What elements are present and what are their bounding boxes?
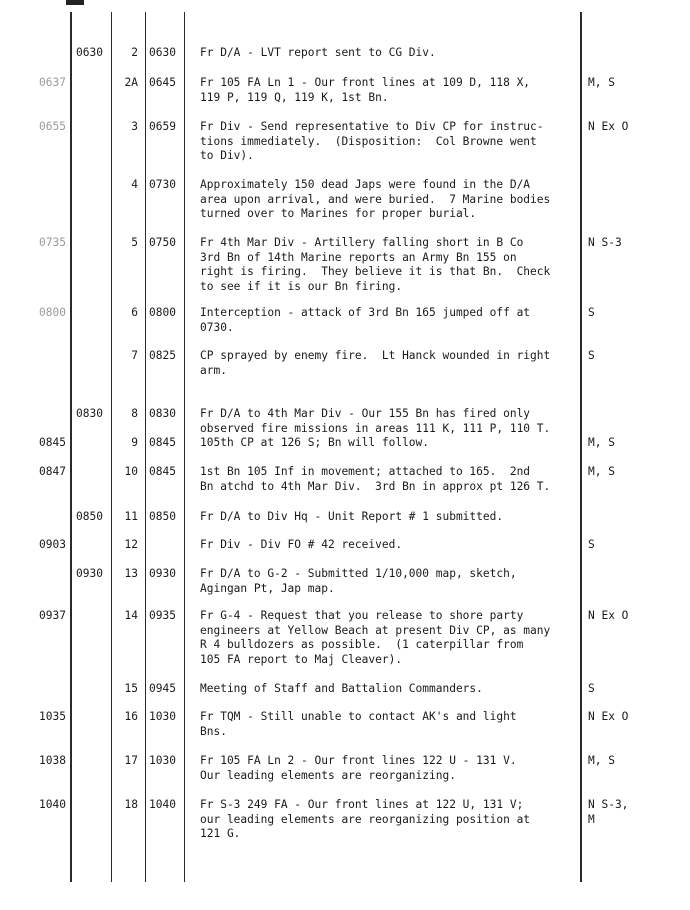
time-filed: 1035 (39, 710, 66, 723)
message-text (200, 306, 578, 335)
message-line: arm. (200, 363, 227, 377)
time-sent: 0630 (76, 46, 103, 59)
column-divider (70, 12, 72, 882)
message-line: Fr Div - Send representative to Div CP for instruc- (200, 120, 544, 133)
action-taken (588, 120, 684, 135)
message-text (200, 710, 578, 739)
action-taken (588, 682, 684, 697)
action-line: S (588, 538, 595, 551)
message-text (200, 407, 578, 436)
message-line: 105th CP at 126 S; Bn will follow. (200, 436, 430, 449)
message-line: Fr D/A to G-2 - Submitted 1/10,000 map, sketch, (200, 567, 517, 580)
message-line: 0730. (200, 320, 234, 334)
column-divider (111, 12, 112, 882)
message-line: Fr 4th Mar Div - Artillery falling short in B Co (200, 236, 524, 249)
time-filed: 0847 (39, 465, 66, 478)
message-line: Fr S-3 249 FA - Our front lines at 122 U, 131 V; (200, 798, 524, 811)
column-divider (580, 12, 582, 882)
message-line: 1st Bn 105 Inf in movement; attached to 165. 2nd (200, 465, 531, 478)
message-text (200, 798, 578, 842)
message-line: Meeting of Staff and Battalion Commanders. (200, 682, 483, 695)
action-taken (588, 349, 684, 364)
message-line: Fr D/A - LVT report sent to CG Div. (200, 46, 436, 59)
action-taken (588, 76, 684, 91)
time-received: 0630 (149, 46, 176, 59)
message-line: Fr 105 FA Ln 2 - Our front lines 122 U - 131 V. (200, 754, 517, 767)
message-line: Fr D/A to Div Hq - Unit Report # 1 submitted. (200, 510, 504, 523)
time-received: 0825 (149, 349, 176, 362)
message-line: Fr TQM - Still unable to contact AK's and light (200, 710, 517, 723)
time-sent: 0850 (76, 510, 103, 523)
message-text (200, 538, 578, 553)
message-line: to Div). (200, 149, 254, 162)
serial-number: 13 (124, 567, 138, 580)
message-text (200, 754, 578, 783)
message-line: Bns. (200, 724, 227, 738)
serial-number: 18 (124, 798, 138, 811)
action-taken (588, 609, 684, 624)
message-text (200, 510, 578, 525)
serial-number: 17 (124, 754, 138, 767)
message-text (200, 567, 578, 596)
time-received: 0730 (149, 178, 176, 191)
message-text (200, 46, 578, 61)
serial-number: 14 (124, 609, 138, 622)
serial-number: 6 (131, 306, 138, 319)
time-filed: 0637 (39, 76, 66, 89)
time-filed: 1040 (39, 798, 66, 811)
message-text (200, 609, 578, 667)
time-received: 1030 (149, 754, 176, 767)
action-line: S (588, 349, 595, 362)
action-line: S (588, 306, 595, 319)
message-line: turned over to Marines for proper burial. (200, 207, 477, 220)
action-line: N S-3 (588, 236, 622, 249)
message-line: Fr 105 FA Ln 1 - Our front lines at 109 D, 118 X, (200, 76, 531, 89)
action-line: N Ex O (588, 710, 629, 723)
time-received: 0800 (149, 306, 176, 319)
time-filed: 0655 (39, 120, 66, 133)
serial-number: 8 (131, 407, 138, 420)
action-line: M, S (588, 465, 615, 478)
message-line: Fr D/A to 4th Mar Div - Our 155 Bn has fired only (200, 407, 531, 420)
action-taken (588, 436, 684, 451)
time-received: 0645 (149, 76, 176, 89)
message-line: R 4 bulldozers as possible. (1 caterpillar from (200, 638, 524, 651)
action-taken (588, 710, 684, 725)
time-filed: 0903 (39, 538, 66, 551)
message-line: observed fire missions in areas 111 K, 111 P, 110 T. (200, 421, 551, 435)
serial-number: 5 (131, 236, 138, 249)
serial-number: 9 (131, 436, 138, 449)
time-filed: 1038 (39, 754, 66, 767)
column-divider (145, 12, 146, 882)
action-taken (588, 798, 684, 827)
serial-number: 4 (131, 178, 138, 191)
message-line: Fr G-4 - Request that you release to shore party (200, 609, 524, 622)
serial-number: 7 (131, 349, 138, 362)
serial-number: 2A (124, 76, 138, 89)
action-line: N Ex O (588, 120, 629, 133)
message-line: right is firing. They believe it is that Bn. Check (200, 265, 551, 278)
message-text (200, 682, 578, 697)
time-received: 0659 (149, 120, 176, 133)
action-line: M, S (588, 436, 615, 449)
time-received: 0930 (149, 567, 176, 580)
time-received: 0945 (149, 682, 176, 695)
message-line: 119 P, 119 Q, 119 K, 1st Bn. (200, 90, 389, 104)
action-line: N S-3, (588, 798, 629, 811)
time-received: 0850 (149, 510, 176, 523)
message-line: Agingan Pt, Jap map. (200, 581, 335, 595)
serial-number: 16 (124, 710, 138, 723)
message-line: area upon arrival, and were buried. 7 Marine bodies (200, 192, 551, 206)
message-text (200, 120, 578, 164)
time-received: 1030 (149, 710, 176, 723)
action-taken (588, 306, 684, 321)
message-line: Approximately 150 dead Japs were found in the D/A (200, 178, 531, 191)
action-line: M, S (588, 754, 615, 767)
message-line: engineers at Yellow Beach at present Div CP, as many (200, 623, 551, 637)
time-filed: 0735 (39, 236, 66, 249)
message-line: Fr Div - Div FO # 42 received. (200, 538, 403, 551)
message-line: Interception - attack of 3rd Bn 165 jumped off at (200, 306, 531, 319)
message-text (200, 465, 578, 494)
page-edge-mark (66, 0, 84, 5)
message-line: our leading elements are reorganizing position at (200, 812, 531, 826)
action-taken (588, 236, 684, 251)
message-line: tions immediately. (Disposition: Col Browne went (200, 134, 537, 148)
message-line: CP sprayed by enemy fire. Lt Hanck wounded in right (200, 349, 551, 362)
time-filed: 0845 (39, 436, 66, 449)
message-line: 121 G. (200, 827, 241, 840)
message-text (200, 236, 578, 294)
message-line: to see if it is our Bn firing. (200, 279, 403, 293)
serial-number: 12 (124, 538, 138, 551)
message-text (200, 76, 578, 105)
message-text (200, 178, 578, 222)
message-line: 3rd Bn of 14th Marine reports an Army Bn 155 on (200, 250, 517, 264)
action-taken (588, 754, 684, 769)
message-line: Our leading elements are reorganizing. (200, 768, 456, 782)
action-line: N Ex O (588, 609, 629, 622)
time-received: 0935 (149, 609, 176, 622)
time-received: 0845 (149, 465, 176, 478)
serial-number: 15 (124, 682, 138, 695)
serial-number: 2 (131, 46, 138, 59)
time-filed: 0800 (39, 306, 66, 319)
time-received: 1040 (149, 798, 176, 811)
serial-number: 11 (124, 510, 138, 523)
action-line: S (588, 682, 595, 695)
action-line: M, S (588, 76, 615, 89)
serial-number: 10 (124, 465, 138, 478)
time-sent: 0830 (76, 407, 103, 420)
time-received: 0830 (149, 407, 176, 420)
message-line: 105 FA report to Maj Cleaver). (200, 652, 403, 666)
message-text (200, 436, 578, 451)
message-line: Bn atchd to 4th Mar Div. 3rd Bn in approx pt 126 T. (200, 479, 551, 493)
time-sent: 0930 (76, 567, 103, 580)
time-filed: 0937 (39, 609, 66, 622)
serial-number: 3 (131, 120, 138, 133)
time-received: 0845 (149, 436, 176, 449)
action-line: M (588, 812, 595, 826)
time-received: 0750 (149, 236, 176, 249)
action-taken (588, 538, 684, 553)
message-text (200, 349, 578, 378)
action-taken (588, 465, 684, 480)
